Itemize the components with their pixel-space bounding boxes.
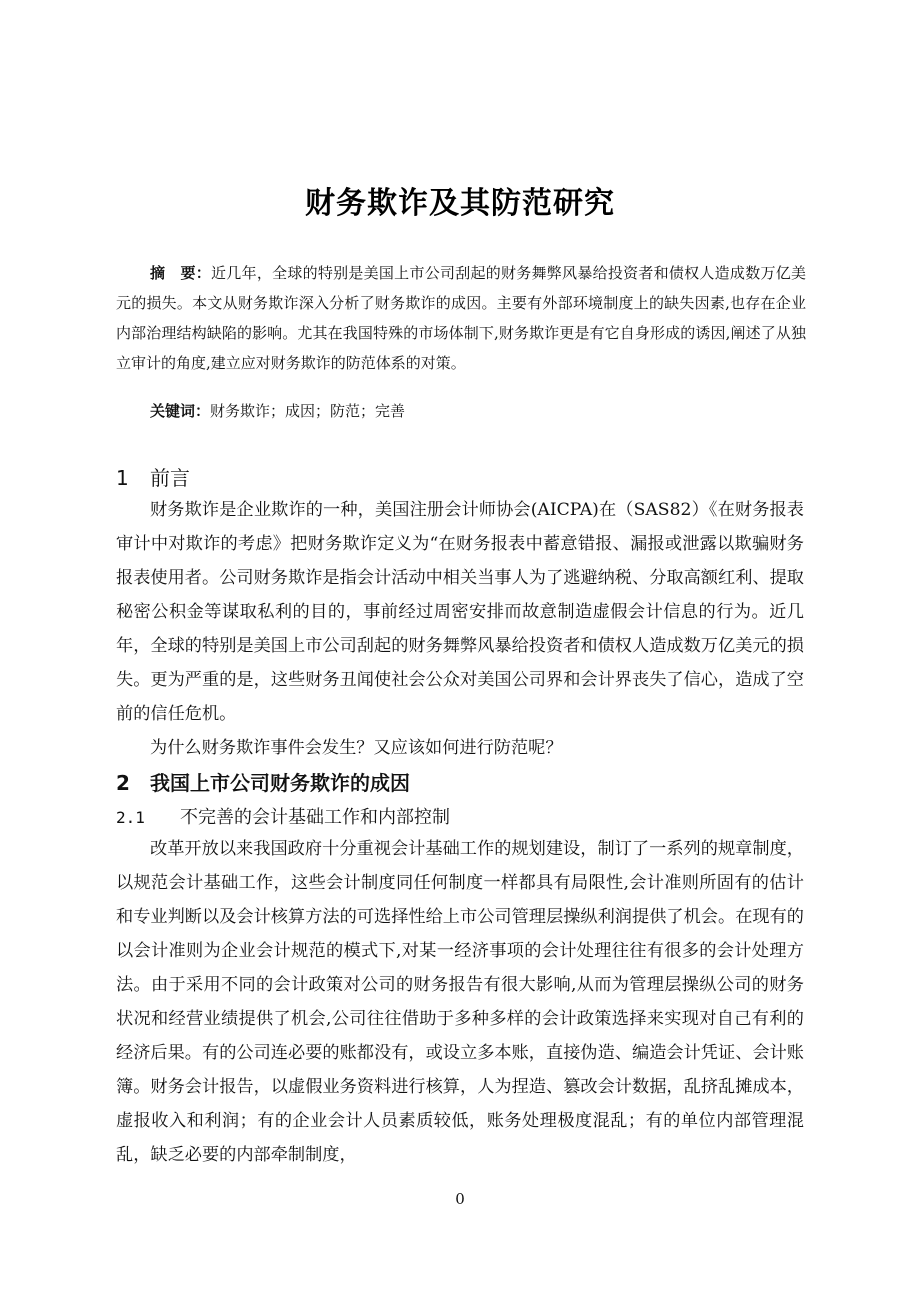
section-2-1-heading xyxy=(116,803,450,829)
section-2-title: 我国上市公司财务欺诈的成因 xyxy=(150,771,410,795)
section-2-heading xyxy=(116,767,410,796)
document-title: 财务欺诈及其防范研究 xyxy=(305,186,615,221)
section-1-paragraph-1: 财务欺诈是企业欺诈的一种，美国注册会计师协会(AICPA)在（SAS82）《在财务报表审计中对欺诈的考虑》把财务欺诈定义为“在财务报表中蓄意错报、漏报或泄露以欺骗财务报表使用者。公司财务欺诈是指会计活动中相关当事人为了逃避纳税、分取高额红利、提取秘密公积金等谋取私利的目的，事前经过周密安排而故意制造虚假会计信息的行为。近几年，全球的特别是美国上市公司刮起的财务舞弊风暴给投资者和债权人造成数万亿美元的损失。更为严重的是，这些财务丑闻使社会公众对美国公司界和会计界丧失了信心，造成了空前的信任危机。 xyxy=(116,500,804,724)
abstract-label: 摘 要： xyxy=(150,264,212,282)
keywords xyxy=(150,396,405,426)
keywords-label: 关键词： xyxy=(150,402,211,420)
abstract xyxy=(116,258,806,378)
page-number: 0 xyxy=(455,1190,465,1208)
section-2-1-title: 不完善的会计基础工作和内部控制 xyxy=(180,807,450,828)
section-1-number: 1 xyxy=(116,466,129,490)
section-1-title: 前言 xyxy=(150,466,190,490)
section-2-1-paragraph: 改革开放以来我国政府十分重视会计基础工作的规划建设，制订了一系列的规章制度，以规范会计基础工作，这些会计制度同任何制度一样都具有局限性,会计准则所固有的估计和专业判断以及会计核算方法的可选择性给上市公司管理层操纵利润提供了机会。在现有的以会计准则为企业会计规范的模式下,对某一经济事项的会计处理往往有很多的会计处理方法。由于采用不同的会计政策对公司的财务报告有很大影响,从而为管理层操纵公司的财务状况和经营业绩提供了机会,公司往往借助于多种多样的会计政策选择来实现对自己有利的经济后果。有的公司连必要的账都没有，或设立多本账，直接伪造、编造会计凭证、会计账簿。财务会计报告，以虚假业务资料进行核算，人为捏造、篡改会计数据，乱挤乱摊成本，虚报收入和利润；有的企业会计人员素质较低，账务处理极度混乱；有的单位内部管理混乱，缺乏必要的内部牵制制度， xyxy=(116,839,804,1165)
section-2-number: 2 xyxy=(116,771,130,795)
section-1-heading xyxy=(116,462,190,491)
section-1-paragraph-2: 为什么财务欺诈事件会发生？又应该如何进行防范呢？ xyxy=(150,738,563,758)
keywords-text: 财务欺诈；成因；防范；完善 xyxy=(210,402,406,420)
section-2-1-number: 2.1 xyxy=(116,808,145,827)
abstract-text: 近几年，全球的特别是美国上市公司刮起的财务舞弊风暴给投资者和债权人造成数万亿美元的损失。本文从财务欺诈深入分析了财务欺诈的成因。主要有外部环境制度上的缺失因素,也存在企业内部治理结构缺陷的影响。尤其在我国特殊的市场体制下,财务欺诈更是有它自身形成的诱因,阐述了从独立审计的角度,建立应对财务欺诈的防范体系的对策。 xyxy=(116,264,806,372)
